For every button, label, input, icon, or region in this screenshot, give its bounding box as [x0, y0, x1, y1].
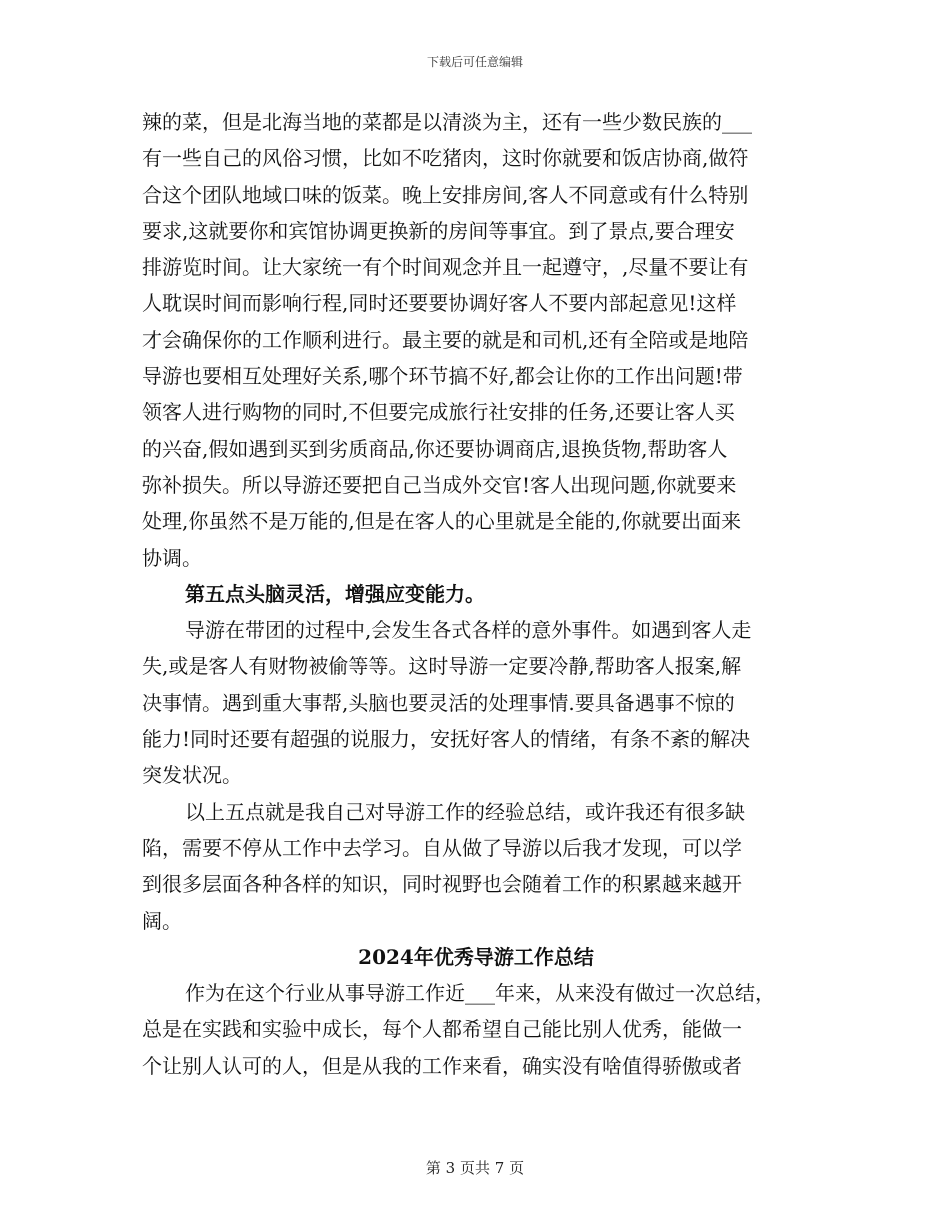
- body-line: 辣的菜，但是北海当地的菜都是以清淡为主，还有一些少数民族的___: [142, 110, 752, 134]
- body-line: 合这个团队地域口味的饭菜。晚上安排房间,客人不同意或有什么特别: [142, 182, 749, 207]
- body-line: 弥补损失。所以导游还要把自己当成外交官!客人出现问题,你就要来: [142, 472, 737, 497]
- document-title: 2024年优秀导游工作总结: [358, 944, 594, 969]
- body-line: 才会确保你的工作顺利进行。最主要的就是和司机,还有全陪或是地陪: [142, 327, 749, 352]
- body-line: 决事情。遇到重大事帮,头脑也要灵活的处理事情.要具备遇事不惊的: [142, 690, 735, 715]
- body-line: 的兴奋,假如遇到买到劣质商品,你还要协调商店,退换货物,帮助客人: [142, 436, 728, 461]
- body-line: 要求,这就要你和宾馆协调更换新的房间等事宜。到了景点,要合理安: [142, 218, 735, 243]
- body-line: 总是在实践和实验中成长，每个人都希望自己能比别人优秀，能做一: [142, 1017, 742, 1042]
- body-line: 导游也要相互处理好关系,哪个环节搞不好,都会让你的工作出问题!带: [142, 364, 743, 389]
- page-header-note: 下载后可任意编辑: [426, 55, 523, 69]
- body-line: 突发状况。: [142, 763, 242, 788]
- body-line: 有一些自己的风俗习惯，比如不吃猪肉，这时你就要和饭店协商,做符: [142, 146, 749, 171]
- body-line: 到很多层面各种各样的知识，同时视野也会随着工作的积累越来越开: [142, 872, 742, 897]
- body-line: 协调。: [142, 545, 202, 570]
- body-line: 人耽误时间而影响行程,同时还要要协调好客人不要内部起意见!这样: [142, 291, 737, 316]
- page-number-footer: 第 3 页共 7 页: [425, 1159, 525, 1177]
- body-line: 排游览时间。让大家统一有个时间观念并且一起遵守，,尽量不要让有: [142, 255, 749, 280]
- body-line: 领客人进行购物的同时,不但要完成旅行社安排的任务,还要让客人买: [142, 400, 735, 425]
- body-line: 处理,你虽然不是万能的,但是在客人的心里就是全能的,你就要出面来: [142, 509, 742, 534]
- body-line: 能力!同时还要有超强的说服力，安抚好客人的情绪，有条不紊的解决: [142, 727, 751, 752]
- body-line: 作为在这个行业从事导游工作近___年来，从来没有做过一次总结，: [185, 981, 775, 1006]
- body-line: 个让别人认可的人，但是从我的工作来看，确实没有啥值得骄傲或者: [142, 1053, 742, 1078]
- body-line: 导游在带团的过程中,会发生各式各样的意外事件。如遇到客人走: [185, 618, 752, 643]
- body-line: 陷，需要不停从工作中去学习。自从做了导游以后我才发现，可以学: [142, 835, 742, 860]
- body-line: 阔。: [142, 908, 182, 933]
- section-heading-point-five: 第五点头脑灵活，增强应变能力。: [185, 581, 485, 606]
- document-body: [142, 104, 810, 1084]
- body-line: 以上五点就是我自己对导游工作的经验总结，或许我还有很多缺: [185, 799, 745, 824]
- body-line: 失,或是客人有财物被偷等等。这时导游一定要冷静,帮助客人报案,解: [142, 654, 742, 679]
